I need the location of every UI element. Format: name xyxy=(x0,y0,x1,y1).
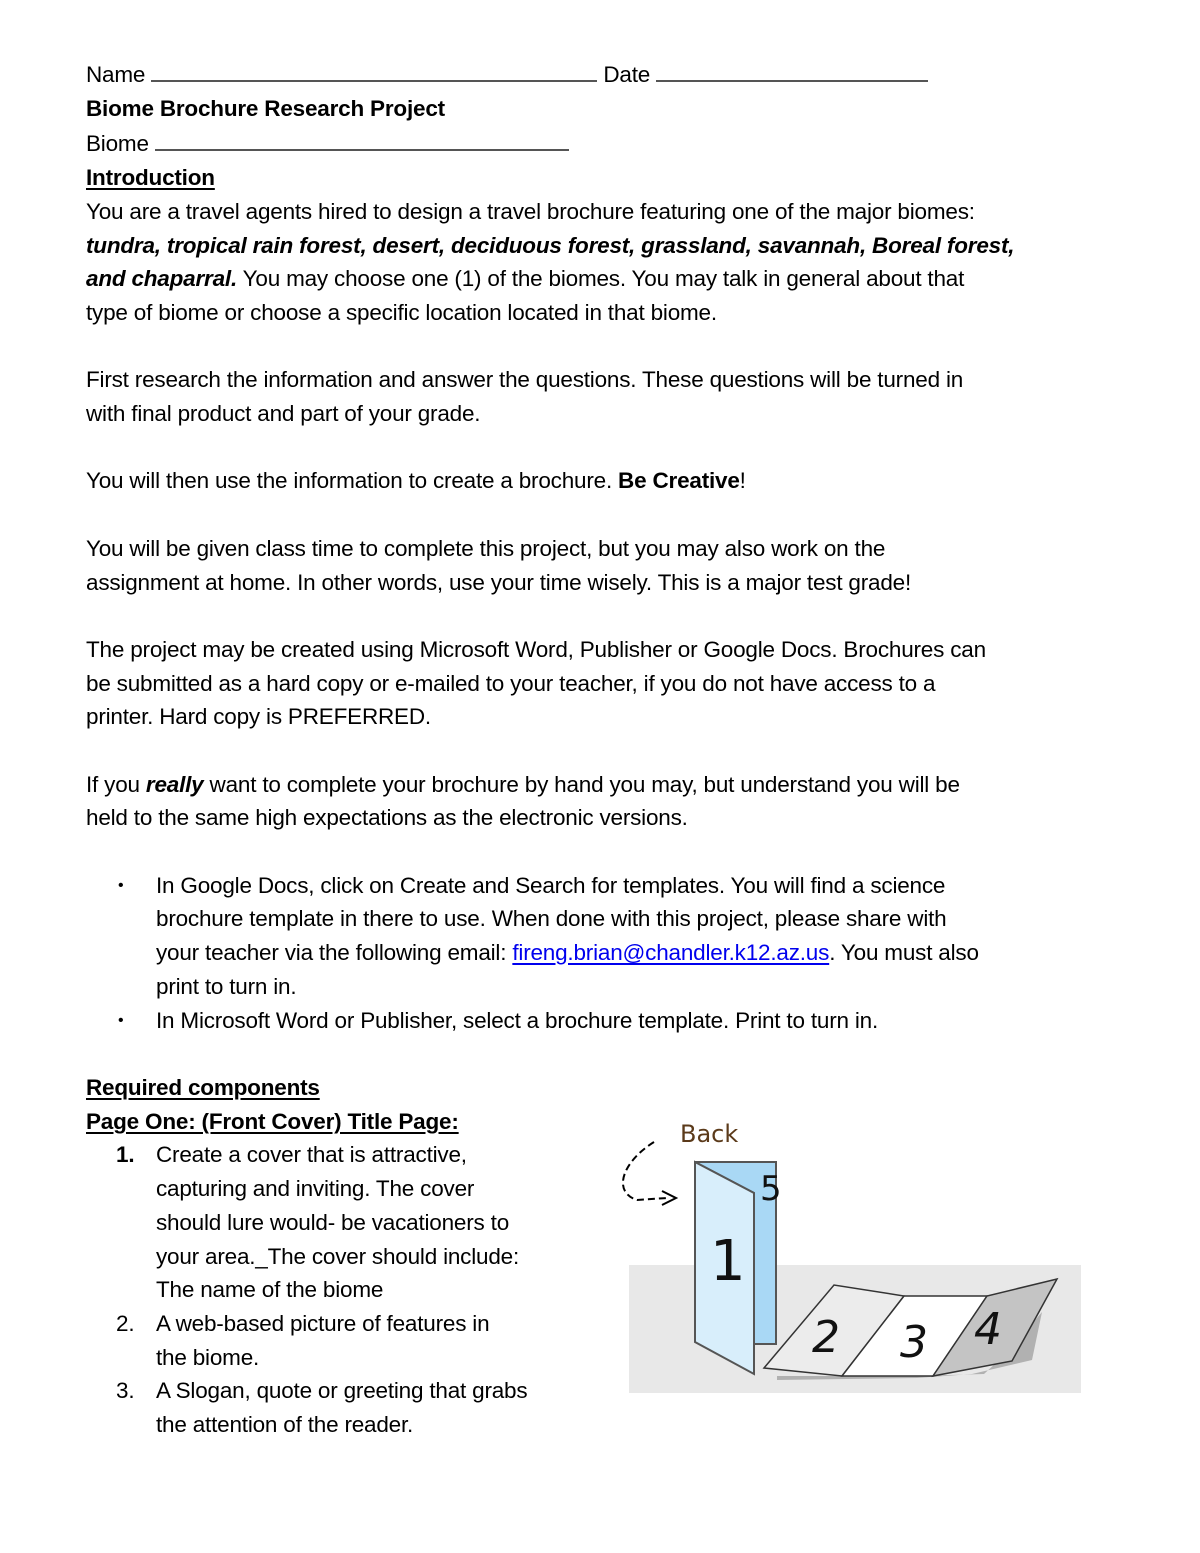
biome-line xyxy=(86,125,1116,161)
page-one-heading: Page One: (Front Cover) Title Page: xyxy=(86,1108,459,1134)
back-label: Back xyxy=(680,1120,739,1148)
bullet-item-microsoft-word xyxy=(118,1004,1116,1038)
requirement-item xyxy=(116,1374,616,1441)
name-date-line xyxy=(86,56,1116,92)
intro-paragraph-2-line-1: First research the information and answer the questions. These questions will be turned in xyxy=(86,367,964,393)
biome-list-end: and chaparral. xyxy=(86,266,238,292)
intro-paragraph-5-line-3: printer. Hard copy is PREFERRED. xyxy=(86,704,431,730)
bullet-1-line-3-end: . You must also xyxy=(829,940,979,966)
requirement-line: should lure would- be vacationers to xyxy=(156,1209,510,1235)
bullet-1-line-3 xyxy=(156,936,1116,970)
bullet-1-line-2: brochure template in there to use. When done with this project, please share with xyxy=(156,906,947,932)
curved-arrow-icon xyxy=(623,1142,667,1200)
brochure-fold-diagram xyxy=(612,1112,1082,1402)
p6-start: If you xyxy=(86,771,146,797)
requirement-line: your area._The cover should include: xyxy=(156,1243,520,1269)
intro-paragraph-5-line-1: The project may be created using Microsoft Word, Publisher or Google Docs. Brochures can xyxy=(86,636,986,662)
item-number: 3. xyxy=(116,1378,135,1404)
requirement-line: A web-based picture of features in xyxy=(156,1310,490,1336)
intro-paragraph-2-line-2: with final product and part of your grade. xyxy=(86,401,481,427)
requirement-line: Create a cover that is attractive, xyxy=(156,1142,467,1168)
introduction-heading: Introduction xyxy=(86,165,215,191)
requirement-item xyxy=(116,1138,616,1307)
date-label: Date xyxy=(603,62,651,87)
bullet-1-line-1: In Google Docs, click on Create and Search for templates. You will find a science xyxy=(156,872,946,898)
biome-label: Biome xyxy=(86,131,149,157)
biome-blank-field[interactable] xyxy=(155,125,569,151)
requirement-line: The name of the biome xyxy=(156,1277,384,1303)
requirement-line: A Slogan, quote or greeting that grabs xyxy=(156,1378,528,1404)
requirement-line: the attention of the reader. xyxy=(156,1412,414,1438)
item-number: 1. xyxy=(116,1142,135,1168)
bullet-item-google-docs xyxy=(118,869,1116,1004)
really-emphasis: really xyxy=(145,771,204,797)
intro-paragraph-6-line-1 xyxy=(86,768,1116,802)
name-label: Name xyxy=(86,62,146,87)
requirement-line: the biome. xyxy=(156,1344,260,1370)
biome-list-line: tundra, tropical rain forest, desert, deciduous forest, grassland, savannah, Boreal forest, xyxy=(86,232,1015,258)
panel-1-number: 1 xyxy=(710,1229,746,1294)
bullet-2-line-1: In Microsoft Word or Publisher, select a brochure template. Print to turn in. xyxy=(156,1007,879,1033)
requirement-item xyxy=(116,1307,616,1374)
intro-paragraph-1-line-4: type of biome or choose a specific location located in that biome. xyxy=(86,299,717,325)
p3-end: ! xyxy=(739,468,746,494)
name-blank-field[interactable] xyxy=(151,56,597,82)
intro-paragraph-6-line-2: held to the same high expectations as the electronic versions. xyxy=(86,805,688,831)
intro-paragraph-4-line-2: assignment at home. In other words, use your time wisely. This is a major test grade! xyxy=(86,569,912,595)
intro-paragraph-3 xyxy=(86,464,1116,498)
bullet-icon: • xyxy=(118,1011,124,1029)
intro-paragraph-5-line-2: be submitted as a hard copy or e-mailed to your teacher, if you do not have access to a xyxy=(86,670,936,696)
document-title: Biome Brochure Research Project xyxy=(86,95,445,121)
intro-paragraph-1-line-3 xyxy=(86,262,1116,296)
brochure-fold-illustration xyxy=(612,1112,1082,1402)
intro-paragraph-4-line-1: You will be given class time to complete this project, but you may also work on the xyxy=(86,535,886,561)
requirement-line: capturing and inviting. The cover xyxy=(156,1176,475,1202)
panel-2-number: 2 xyxy=(812,1312,840,1363)
instructions-bullet-list xyxy=(86,869,1116,1038)
intro-paragraph-1-line-3-rest: You may choose one (1) of the biomes. You may talk in general about that xyxy=(237,266,965,292)
required-components-heading: Required components xyxy=(86,1074,320,1100)
cover-requirements-list xyxy=(86,1138,616,1441)
bullet-1-line-4: print to turn in. xyxy=(156,973,297,999)
panel-3-number: 3 xyxy=(900,1317,928,1368)
bullet-icon: • xyxy=(118,876,124,894)
panel-5-number: 5 xyxy=(760,1169,782,1209)
bullet-1-line-3-start: your teacher via the following email: xyxy=(156,940,513,966)
panel-4-number: 4 xyxy=(974,1304,1002,1355)
p6-rest: want to complete your brochure by hand you may, but understand you will be xyxy=(203,771,960,797)
intro-paragraph-1-line-1: You are a travel agents hired to design a travel brochure featuring one of the major biomes: xyxy=(86,198,975,224)
teacher-email-link[interactable]: fireng.brian@chandler.k12.az.us xyxy=(512,940,830,966)
item-number: 2. xyxy=(116,1310,135,1336)
p3-text: You will then use the information to create a brochure. xyxy=(86,468,619,494)
date-blank-field[interactable] xyxy=(656,56,928,82)
be-creative-emphasis: Be Creative xyxy=(618,468,740,494)
